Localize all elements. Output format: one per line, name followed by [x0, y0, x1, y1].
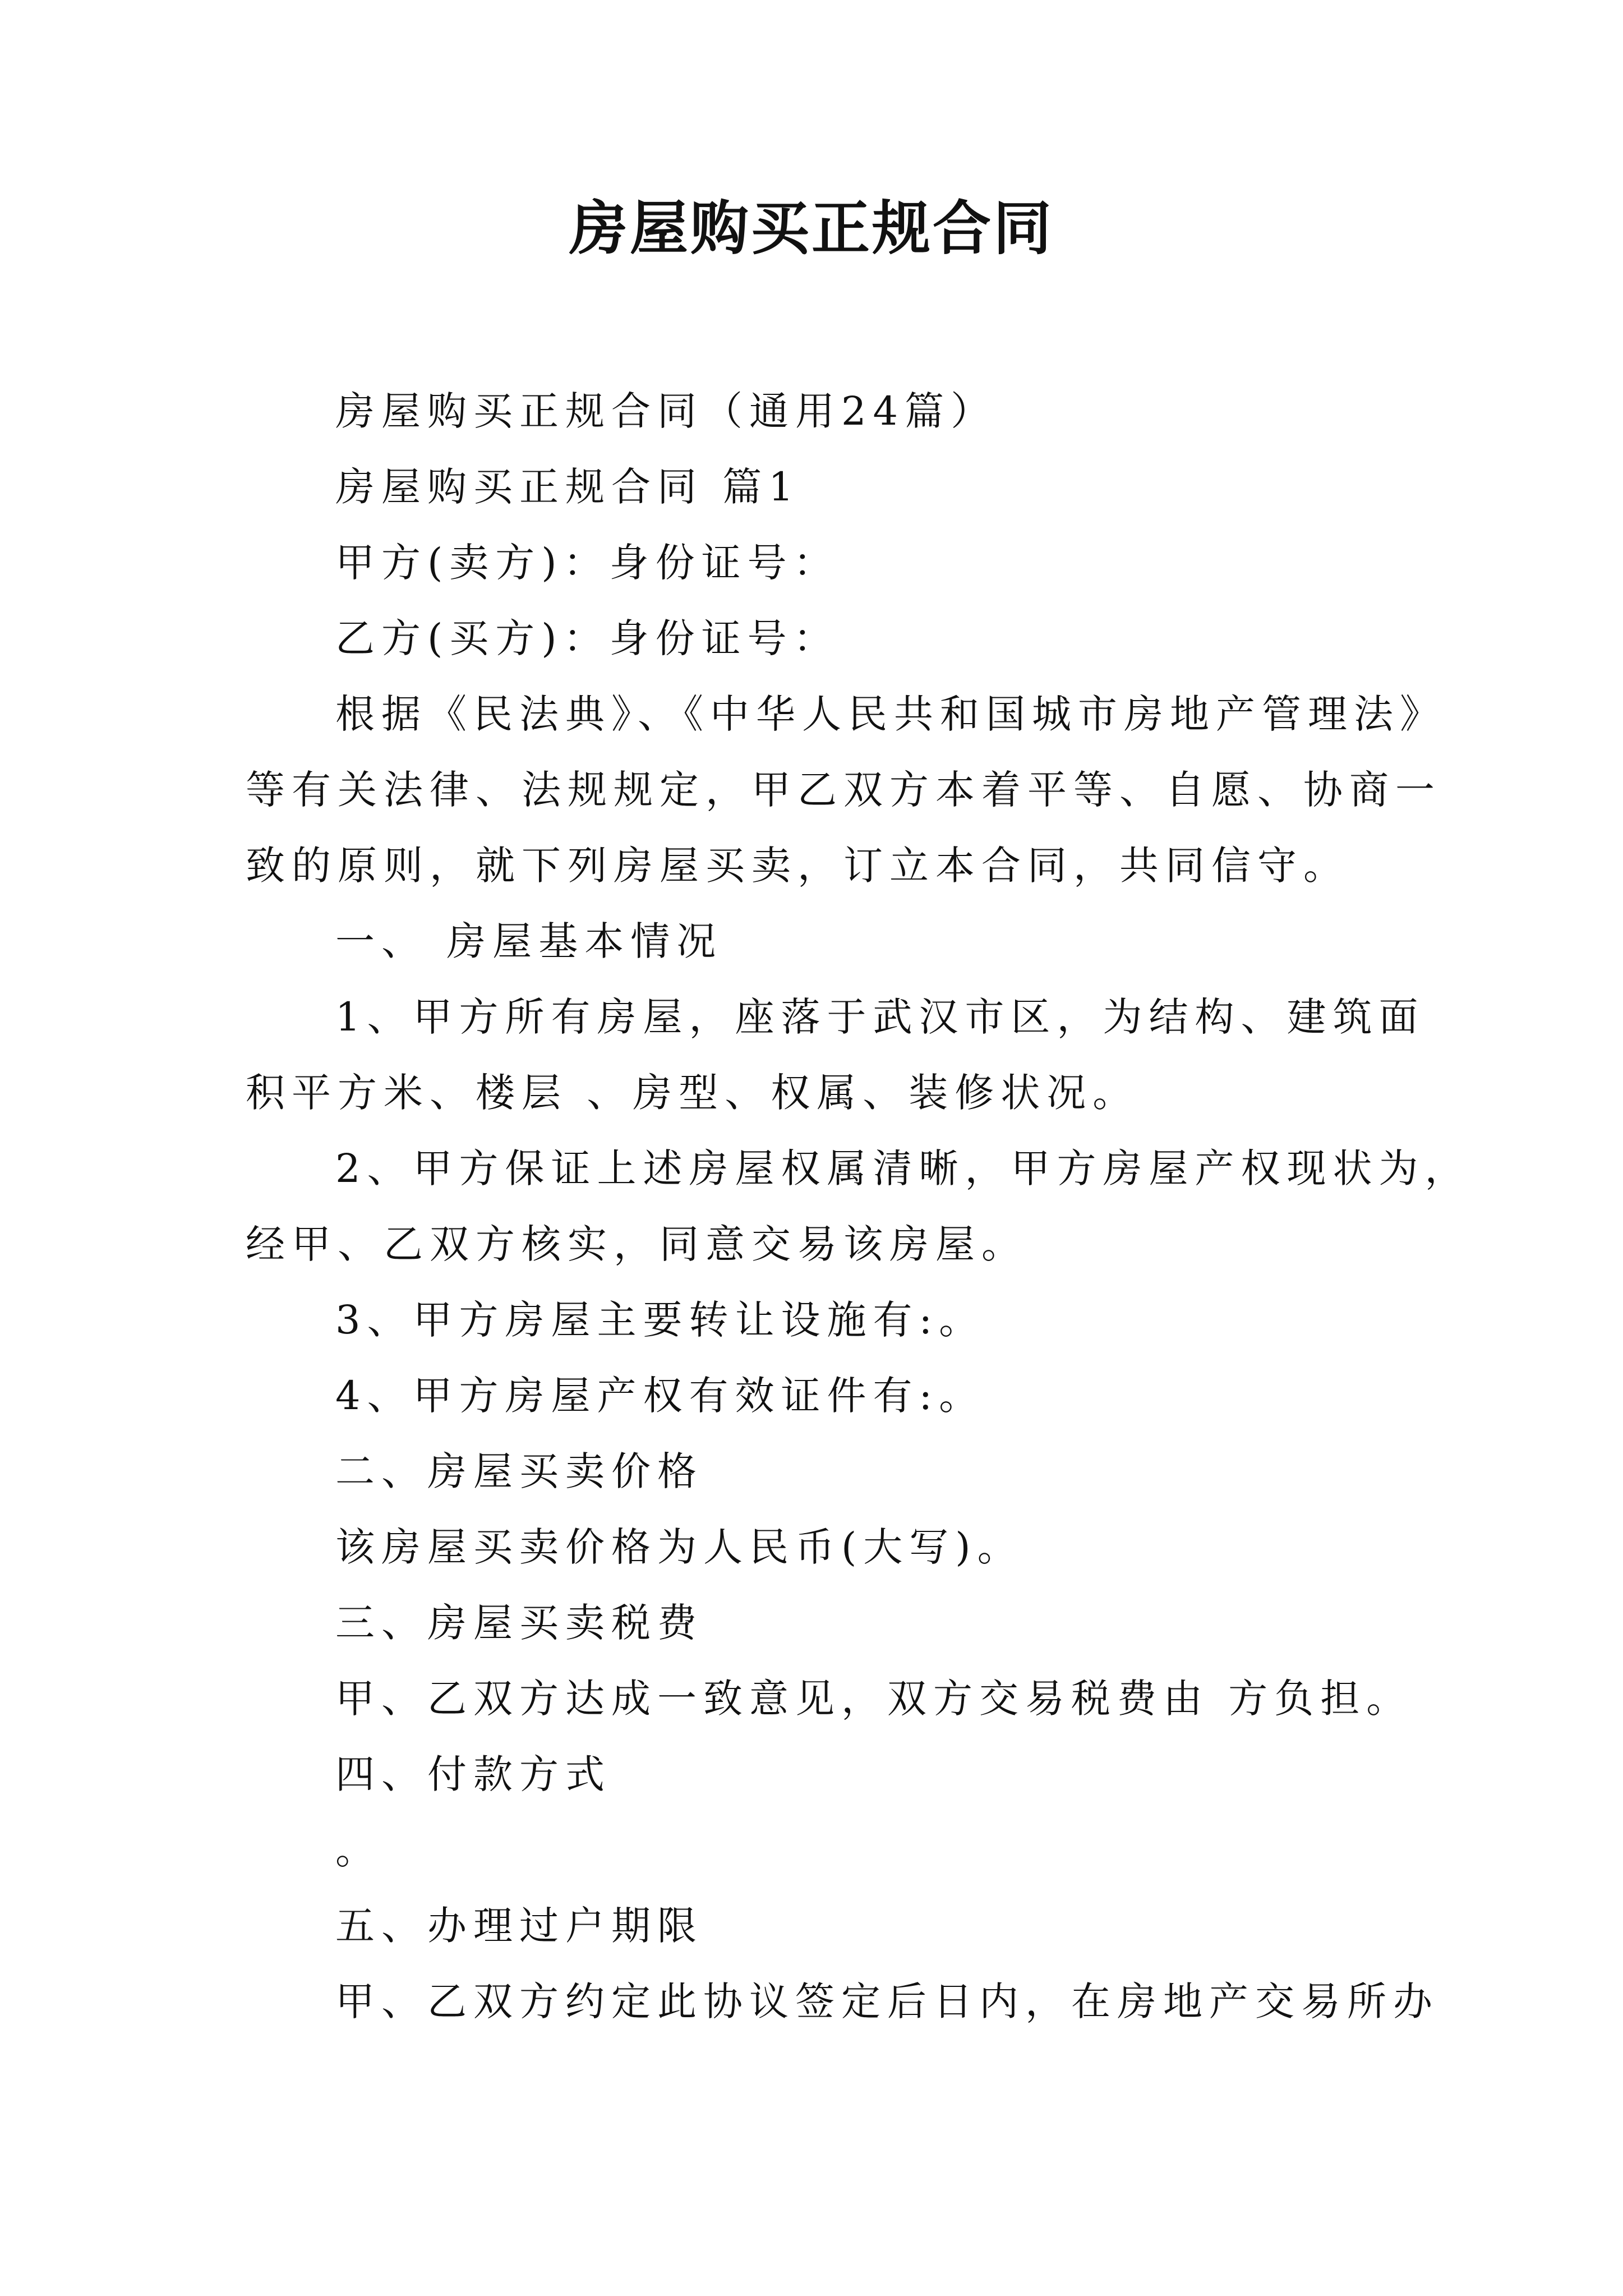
paragraph-line: 1、甲方所有房屋，座落于武汉市区，为结构、建筑面 — [335, 994, 1425, 1040]
party-b-line: 乙方(买方)：身份证号： — [335, 615, 840, 661]
paragraph-line: 3、甲方房屋主要转让设施有:。 — [335, 1297, 985, 1343]
paragraph-line: 2、甲方保证上述房屋权属清晰，甲方房屋产权现状为， — [335, 1145, 1471, 1191]
paragraph-line: 根据《民法典》、《中华人民共和国城市房地产管理法》 — [335, 691, 1446, 737]
section-heading: 二、房屋买卖价格 — [335, 1448, 703, 1494]
paragraph-line: 积平方米、楼层 、房型、权属、装修状况。 — [246, 1070, 1139, 1116]
section-heading: 四、付款方式 — [335, 1751, 611, 1797]
paragraph-line: 该房屋买卖价格为人民币(大写)。 — [335, 1524, 1023, 1570]
paragraph-line: 。 — [335, 1827, 381, 1873]
party-a-line: 甲方(卖方)：身份证号： — [335, 540, 840, 586]
paragraph-line: 甲、乙双方达成一致意见，双方交易税费由 方负担。 — [335, 1676, 1413, 1722]
section-heading: 一、 房屋基本情况 — [335, 918, 723, 964]
paragraph-line: 等有关法律、法规规定，甲乙双方本着平等、自愿、协商一 — [246, 767, 1441, 813]
paragraph-line: 致的原则，就下列房屋买卖，订立本合同，共同信守。 — [246, 843, 1349, 889]
section-heading: 三、房屋买卖税费 — [335, 1600, 703, 1646]
paragraph-line: 经甲、乙双方核实，同意交易该房屋。 — [246, 1221, 1027, 1267]
section-heading: 房屋购买正规合同 篇1 — [335, 464, 800, 510]
paragraph-line: 4、甲方房屋产权有效证件有:。 — [335, 1373, 985, 1419]
contract-subtitle: 房屋购买正规合同（通用24篇） — [335, 388, 997, 434]
document-title: 房屋购买正规合同 — [569, 194, 1054, 263]
section-heading: 五、办理过户期限 — [335, 1903, 703, 1949]
paragraph-line: 甲、乙双方约定此协议签定后日内，在房地产交易所办 — [335, 1978, 1439, 2024]
